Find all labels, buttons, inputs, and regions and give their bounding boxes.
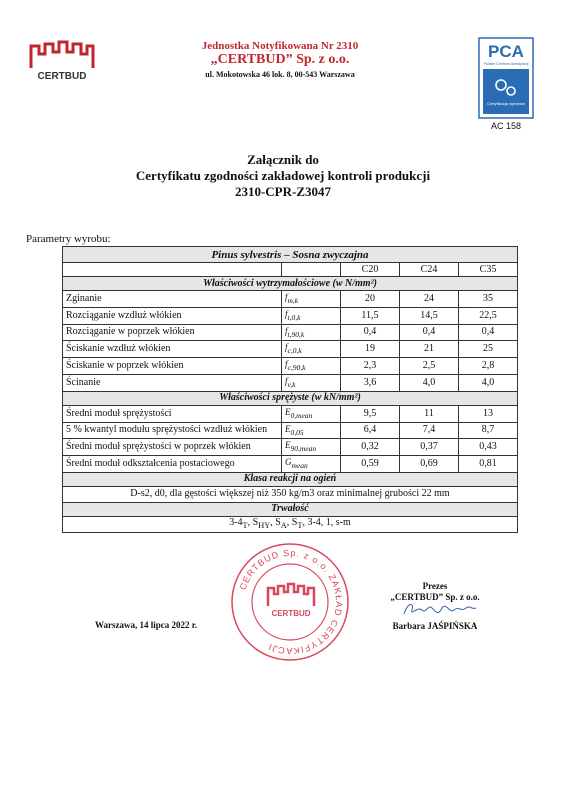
table-row: Zginanie $f_{m,k}$ 20 24 35 — [63, 291, 518, 308]
signatory-name: Barbara JAŚPIŃSKA — [392, 621, 478, 631]
title-line-2: Certyfikatu zgodności zakładowej kontroli produkcji — [135, 168, 431, 183]
company-stamp — [228, 540, 352, 664]
table-row: Średni moduł sprężystości w poprzek włókien $E_{90,mean}$ 0,32 0,37 0,43 — [63, 439, 518, 456]
notified-body-line: Jednostka Notyfikowana Nr 2310 — [201, 40, 359, 52]
title-line-1: Załącznik do — [247, 152, 319, 167]
class-header: C35 — [459, 263, 518, 277]
logo-text: CERTBUD — [37, 71, 87, 82]
species-name: Pinus sylvestris – Sosna zwyczajna — [63, 247, 518, 263]
params-label: Parametry wyrobu: — [26, 233, 111, 245]
section-heading: Właściwości wytrzymałościowe (w N/mm²) — [63, 277, 518, 291]
stamp-logo-text: CERTBUD — [271, 609, 311, 618]
table-row: Rozciąganie w poprzek włókien $f_{t,90,k}$ 0,4 0,4 0,4 — [63, 324, 518, 341]
accreditation-code: AC 158 — [490, 121, 522, 131]
product-parameters-table — [62, 246, 518, 533]
table-row: Ściskanie wzdłuż włókien $f_{c,0,k}$ 19 21 25 — [63, 341, 518, 358]
table-row: Ścinanie $f_{v,k}$ 3,6 4,0 4,0 — [63, 374, 518, 391]
signatory-company: „CERTBUD” Sp. z o.o. — [390, 592, 480, 602]
company-address: ul. Mokotowska 46 lok. 8, 00-543 Warszawa — [205, 70, 355, 79]
certificate-number: 2310-CPR-Z3047 — [234, 184, 332, 199]
fire-class-value: D-s2, d0, dla gęstości większej niż 350 kg/m3 oraz minimalnej grubości 22 mm — [63, 486, 518, 502]
pca-letters: PCA — [488, 42, 524, 61]
table-row: Rozciąganie wzdłuż włókien $f_{t,0,k}$ 11,5 14,5 22,5 — [63, 307, 518, 324]
pca-subtitle: Polskie Centrum Akredytacji — [483, 62, 529, 66]
fire-class-heading: Klasa reakcji na ogień — [63, 472, 518, 486]
table-row: Ściskanie w poprzek włókien $f_{c,90,k}$ 2,3 2,5 2,8 — [63, 358, 518, 375]
handwritten-signature — [400, 600, 480, 620]
place-and-date: Warszawa, 14 lipca 2022 r. — [95, 620, 198, 630]
table-row: Średni moduł odkształcenia postaciowego $G_{mean}$ 0,59 0,69 0,81 — [63, 456, 518, 473]
durability-value: $3-4_T$, $S_{HY}$, $S_A$, $S_T$, 3-4, 1, s-m — [63, 516, 518, 532]
stamp-ring-text: CERTBUD Sp. z o.o. ZAKŁAD CERTYFIKACJI — [237, 547, 345, 657]
company-name: „CERTBUD” Sp. z o.o. — [210, 52, 350, 67]
class-header: C24 — [400, 263, 459, 277]
pca-accreditation-badge — [478, 37, 534, 119]
signatory-title: Prezes — [422, 581, 448, 591]
pca-caption: Certyfikacja wyrobów — [487, 101, 525, 106]
section-heading: Właściwości sprężyste (w kN/mm²) — [63, 391, 518, 405]
certbud-logo — [27, 40, 97, 82]
durability-heading: Trwałość — [63, 502, 518, 516]
table-row: 5 % kwantyl modułu sprężystości wzdłuż włókien $E_{0,05}$ 6,4 7,4 8,7 — [63, 422, 518, 439]
table-row: Średni moduł sprężystości $E_{0,mean}$ 9,5 11 13 — [63, 405, 518, 422]
class-header: C20 — [341, 263, 400, 277]
